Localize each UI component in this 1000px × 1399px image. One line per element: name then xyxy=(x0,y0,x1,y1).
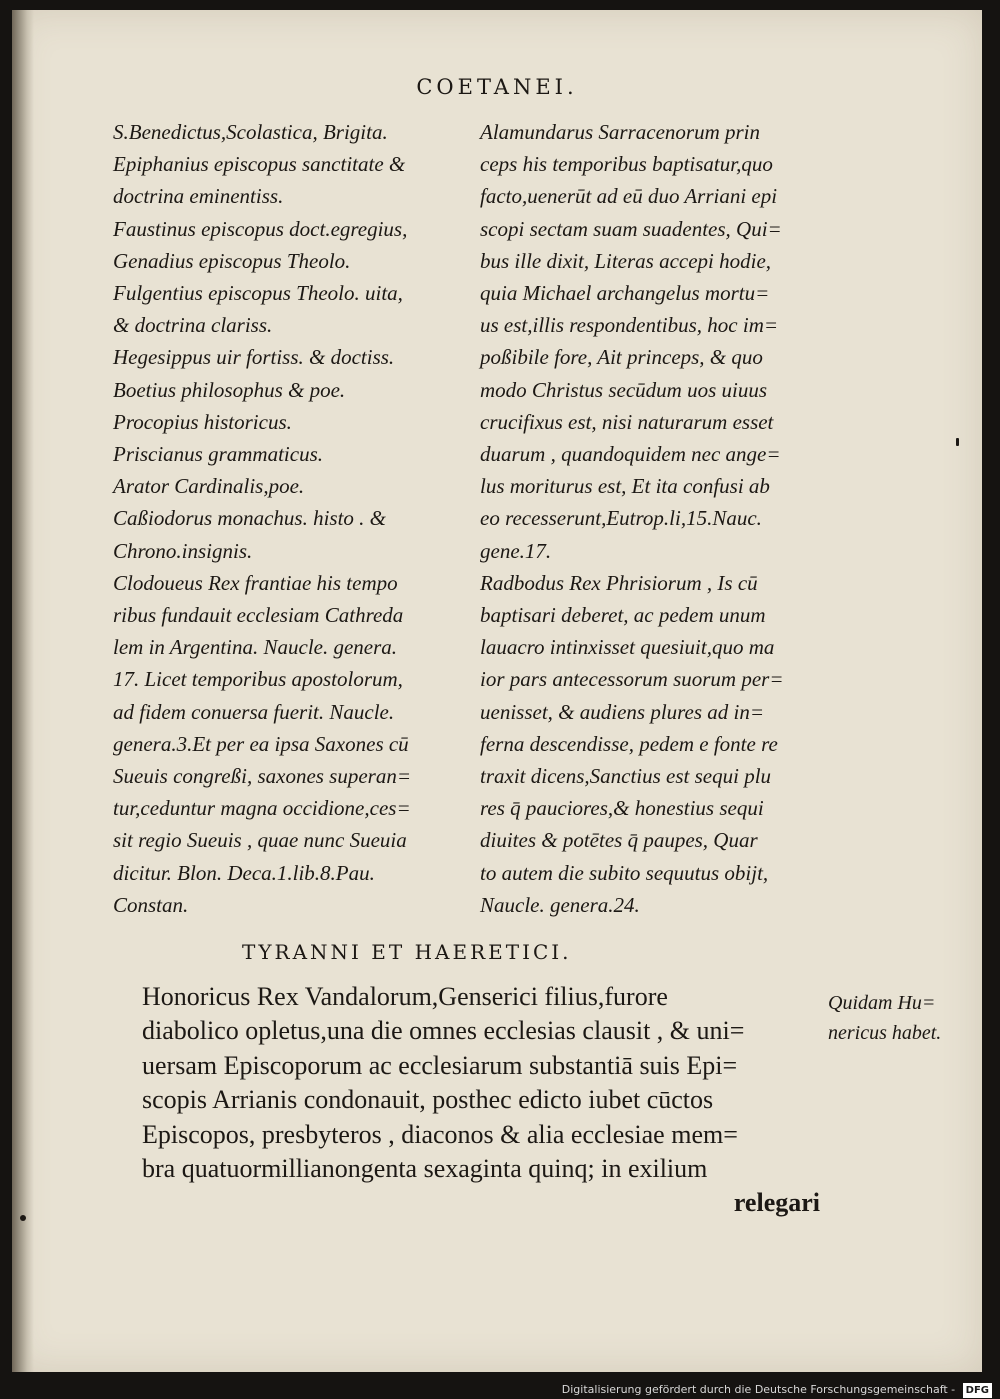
text-line: bra quatuormillianongenta sexaginta quinq; in exilium xyxy=(142,1154,708,1184)
text-line: ferna descendisse, pedem e fonte re xyxy=(480,731,778,756)
text-line: ribus fundauit ecclesiam Cathreda xyxy=(113,603,404,628)
body-paragraph xyxy=(142,980,820,1221)
text-line: Boetius philosophus & poe. xyxy=(113,377,346,402)
left-column xyxy=(113,116,458,921)
text-line: Faustinus episcopus doct.egregius, xyxy=(113,216,408,241)
text-line: Constan. xyxy=(113,892,189,917)
text-line: Epiphanius episcopus sanctitate & xyxy=(113,152,406,177)
text-line: crucifixus est, nisi naturarum esset xyxy=(480,409,774,434)
text-line: Priscianus grammaticus. xyxy=(113,442,323,467)
text-line: uenisset, & audiens plures ad in= xyxy=(480,699,765,724)
text-line: baptisari deberet, ac pedem unum xyxy=(480,603,766,628)
text-line: to autem die subito sequutus obijt, xyxy=(480,860,769,885)
section-heading: TYRANNI ET HAERETICI. xyxy=(242,940,572,964)
text-line: res q̄ pauciores,& honestius sequi xyxy=(480,796,764,821)
text-line: lem in Argentina. Naucle. genera. xyxy=(113,635,398,660)
text-line: gene.17. xyxy=(480,538,552,563)
text-line: duarum , quandoquidem nec ange= xyxy=(480,442,781,467)
text-line: ad fidem conuersa fuerit. Naucle. xyxy=(113,699,395,724)
text-line: Alamundarus Sarracenorum prin xyxy=(480,120,761,144)
marginal-note-line: nericus habet. xyxy=(828,1022,942,1044)
text-line: scopis Arrianis condonauit, posthec edicto iubet cūctos xyxy=(142,1085,714,1115)
catchword: relegari xyxy=(733,1188,820,1218)
text-line: poßibile fore, Ait princeps, & quo xyxy=(480,345,763,370)
text-line: traxit dicens,Sanctius est sequi plu xyxy=(480,764,772,789)
marginal-note xyxy=(828,988,978,1048)
dfg-logo: DFG xyxy=(963,1383,992,1398)
text-line: & doctrina clariss. xyxy=(113,313,273,338)
text-line: Genadius episcopus Theolo. xyxy=(113,248,351,273)
text-line: uersam Episcoporum ac ecclesiarum substantiā suis Epi= xyxy=(142,1050,738,1080)
text-line: ceps his temporibus baptisatur,quo xyxy=(480,152,773,177)
book-page xyxy=(12,10,982,1372)
text-line: sit regio Sueuis , quae nunc Sueuia xyxy=(113,828,407,853)
text-line: dicitur. Blon. Deca.1.lib.8.Pau. xyxy=(113,860,375,885)
text-line: Arator Cardinalis,poe. xyxy=(113,474,305,499)
running-head: COETANEI. xyxy=(416,75,578,99)
text-line: modo Christus secūdum uos uiuus xyxy=(480,377,768,402)
text-line: bus ille dixit, Literas accepi hodie, xyxy=(480,248,772,273)
text-line: doctrina eminentiss. xyxy=(113,184,284,209)
text-line: lauacro intinxisset quesiuit,quo ma xyxy=(480,635,775,660)
text-line: Procopius historicus. xyxy=(113,409,292,434)
text-line: Fulgentius episcopus Theolo. uita, xyxy=(113,281,403,306)
text-line: tur,ceduntur magna occidione,ces= xyxy=(113,796,411,821)
page-gutter-shadow xyxy=(12,10,34,1372)
right-column xyxy=(480,116,830,921)
text-line: diuites & potētes q̄ paupes, Quar xyxy=(480,828,758,853)
digitization-footer xyxy=(0,1380,1000,1399)
text-line: Naucle. genera.24. xyxy=(480,892,640,917)
text-line: Radbodus Rex Phrisiorum , Is cū xyxy=(480,570,758,595)
text-line: genera.3.Et per ea ipsa Saxones cū xyxy=(113,731,409,756)
ink-speck xyxy=(20,1215,26,1221)
text-line: Clodoueus Rex frantiae his tempo xyxy=(113,570,398,595)
text-line: eo recesserunt,Eutrop.li,15.Nauc. xyxy=(480,506,762,531)
text-line: Caßiodorus monachus. histo . & xyxy=(113,506,387,531)
text-line: diabolico opletus,una die omnes ecclesias clausit , & uni= xyxy=(142,1016,745,1046)
text-line: Honoricus Rex Vandalorum,Genserici filius,furore xyxy=(142,982,668,1011)
text-line: ior pars antecessorum suorum per= xyxy=(480,667,784,692)
text-line: lus moriturus est, Et ita confusi ab xyxy=(480,474,770,499)
text-line: us est,illis respondentibus, hoc im= xyxy=(480,313,779,338)
ink-speck xyxy=(956,438,959,446)
text-line: Chrono.insignis. xyxy=(113,538,253,563)
text-line: scopi sectam suam suadentes, Qui= xyxy=(480,216,782,241)
marginal-note-line: Quidam Hu= xyxy=(828,992,936,1014)
text-line: 17. Licet temporibus apostolorum, xyxy=(113,667,403,692)
text-line: S.Benedictus,Scolastica, Brigita. xyxy=(113,120,388,144)
text-line: quia Michael archangelus mortu= xyxy=(480,281,770,306)
text-line: Sueuis congreßi, saxones superan= xyxy=(113,764,412,789)
text-line: Hegesippus uir fortiss. & doctiss. xyxy=(113,345,395,370)
text-line: Episcopos, presbyteros , diaconos & alia ecclesiae mem= xyxy=(142,1119,738,1149)
footer-credit: Digitalisierung gefördert durch die Deutsche Forschungsgemeinschaft - xyxy=(561,1383,956,1396)
text-line: facto,uenerūt ad eū duo Arriani epi xyxy=(480,184,778,209)
